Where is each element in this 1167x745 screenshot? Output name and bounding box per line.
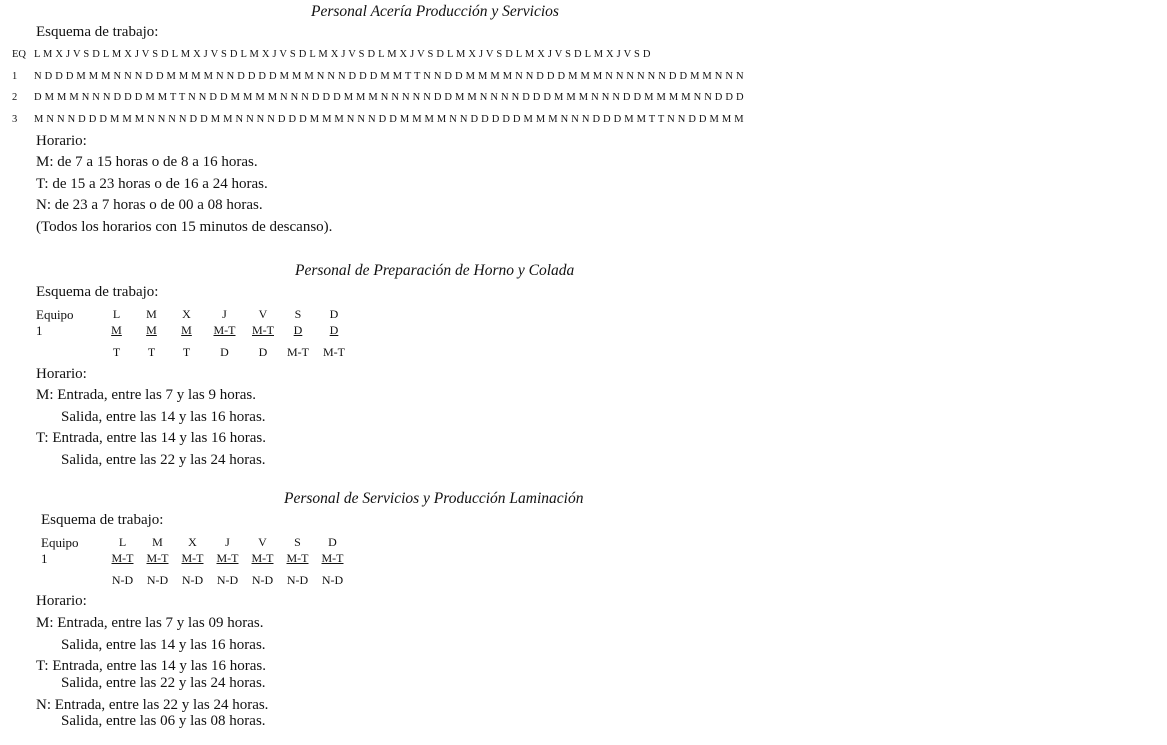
day-label: J	[225, 535, 230, 549]
section2-horario-t-entry: T: Entrada, entre las 14 y las 16 horas.	[36, 430, 267, 446]
section2-horario-t-exit: Salida, entre las 22 y las 24 horas.	[61, 452, 266, 468]
shift-cell: M-T	[146, 551, 169, 565]
shift-cell: M	[181, 323, 192, 337]
day-label: S	[294, 307, 302, 321]
shift-cell: M-T	[321, 551, 344, 565]
day-label: V	[258, 307, 268, 321]
section3-scheme-label: Esquema de trabajo:	[41, 512, 164, 528]
day-label: D	[329, 307, 339, 321]
day-label: L	[112, 307, 121, 321]
section2-equipo-num: 1	[36, 323, 43, 338]
rotation-row-team-1	[12, 71, 744, 82]
section3-horario-m-entry: M: Entrada, entre las 7 y las 09 horas.	[36, 615, 264, 631]
day-label: M	[152, 535, 163, 549]
day-label: J	[222, 307, 227, 321]
schedule-week-2	[105, 573, 350, 588]
section1-horario-m: M: de 7 a 15 horas o de 8 a 16 horas.	[36, 154, 258, 170]
row-label: 3	[12, 114, 18, 125]
shift-cell: N-D	[146, 573, 169, 587]
schedule-day-header	[105, 535, 350, 550]
shift-cell: M	[111, 323, 122, 337]
section1-horario-t: T: de 15 a 23 horas o de 16 a 24 horas.	[36, 176, 268, 192]
section3-title: Personal de Servicios y Producción Laminación	[284, 490, 584, 507]
section2-horario-label: Horario:	[36, 366, 87, 382]
shift-cell: N-D	[286, 573, 309, 587]
day-label: X	[182, 307, 191, 321]
schedule-day-header	[99, 307, 353, 322]
day-label: M	[146, 307, 157, 321]
section2-equipo-label: Equipo	[36, 307, 74, 322]
shift-cell: N-D	[111, 573, 134, 587]
section3-horario-n-entry: N: Entrada, entre las 22 y las 24 horas.	[36, 697, 269, 713]
shift-cell: M-T	[181, 551, 204, 565]
row-cells: M N N N D D D M M M N N N N D D M M N N N N D D D M M M N N N D D M M M M N N D D D D D M M M N N N D D D M M T T N N D D M M M	[34, 114, 744, 125]
section2-scheme-label: Esquema de trabajo:	[36, 284, 159, 300]
section1-title: Personal Acería Producción y Servicios	[311, 3, 559, 20]
row-cells: L M X J V S D L M X J V S D L M X J V S D L M X J V S D L M X J V S D L M X J V S D L M X J V S D L M X J V S D L M X J V S D	[34, 49, 651, 60]
shift-cell: N-D	[251, 573, 274, 587]
section1-scheme-label: Esquema de trabajo:	[36, 24, 159, 40]
day-label: X	[188, 535, 197, 549]
shift-cell: M-T	[287, 345, 309, 359]
section1-horario-label: Horario:	[36, 133, 87, 149]
section2-title: Personal de Preparación de Horno y Colada	[295, 262, 575, 279]
shift-cell: T	[112, 345, 121, 359]
schedule-week-1	[105, 551, 350, 566]
shift-cell: M-T	[111, 551, 134, 565]
shift-cell: M-T	[252, 323, 274, 337]
shift-cell: D	[329, 323, 339, 337]
schedule-week-1	[99, 323, 353, 338]
shift-cell: M-T	[323, 345, 345, 359]
shift-cell: D	[220, 345, 229, 359]
row-cells: N D D D M M M N N N D D M M M M N N D D D D M M M N N N D D D M M T T N N D D M M M M N N D D D M M M N N N N N N D D M M N N N	[34, 71, 744, 82]
row-cells: D M M M N N N D D D M M T T N N D D M M M M N N N D D D M M M N N N N N D D M M N N N N D D D M M M N N N D D M M M M N N D D D	[34, 92, 744, 103]
shift-cell: M-T	[216, 551, 239, 565]
section3-equipo-num: 1	[41, 551, 48, 566]
shift-cell: M-T	[286, 551, 309, 565]
rotation-row-team-2	[12, 92, 744, 103]
section3-horario-n-exit: Salida, entre las 06 y las 08 horas.	[61, 713, 266, 729]
rotation-row-header	[12, 49, 651, 60]
row-label: EQ	[12, 49, 26, 60]
row-label: 1	[12, 71, 18, 82]
shift-cell: M-T	[213, 323, 236, 337]
section3-horario-t-exit: Salida, entre las 22 y las 24 horas.	[61, 675, 266, 691]
shift-cell: T	[182, 345, 191, 359]
shift-cell: N-D	[216, 573, 239, 587]
shift-cell: N-D	[321, 573, 344, 587]
section2-horario-m-exit: Salida, entre las 14 y las 16 horas.	[61, 409, 266, 425]
section3-equipo-label: Equipo	[41, 535, 79, 550]
day-label: D	[328, 535, 337, 549]
day-label: S	[294, 535, 301, 549]
shift-cell: M	[146, 323, 157, 337]
section2-horario-m-entry: M: Entrada, entre las 7 y las 9 horas.	[36, 387, 256, 403]
shift-cell: T	[147, 345, 156, 359]
day-label: V	[258, 535, 267, 549]
shift-cell: D	[293, 323, 303, 337]
section1-horario-n: N: de 23 a 7 horas o de 00 a 08 horas.	[36, 197, 263, 213]
shift-cell: M-T	[251, 551, 274, 565]
day-label: L	[118, 535, 127, 549]
section3-horario-label: Horario:	[36, 593, 87, 609]
section3-horario-m-exit: Salida, entre las 14 y las 16 horas.	[61, 637, 266, 653]
shift-cell: D	[258, 345, 268, 359]
section3-horario-t-entry: T: Entrada, entre las 14 y las 16 horas.	[36, 658, 267, 674]
shift-cell: N-D	[181, 573, 204, 587]
section1-horario-note: (Todos los horarios con 15 minutos de descanso).	[36, 219, 333, 235]
row-label: 2	[12, 92, 18, 103]
schedule-week-2	[99, 345, 353, 360]
rotation-row-team-3	[12, 114, 744, 125]
